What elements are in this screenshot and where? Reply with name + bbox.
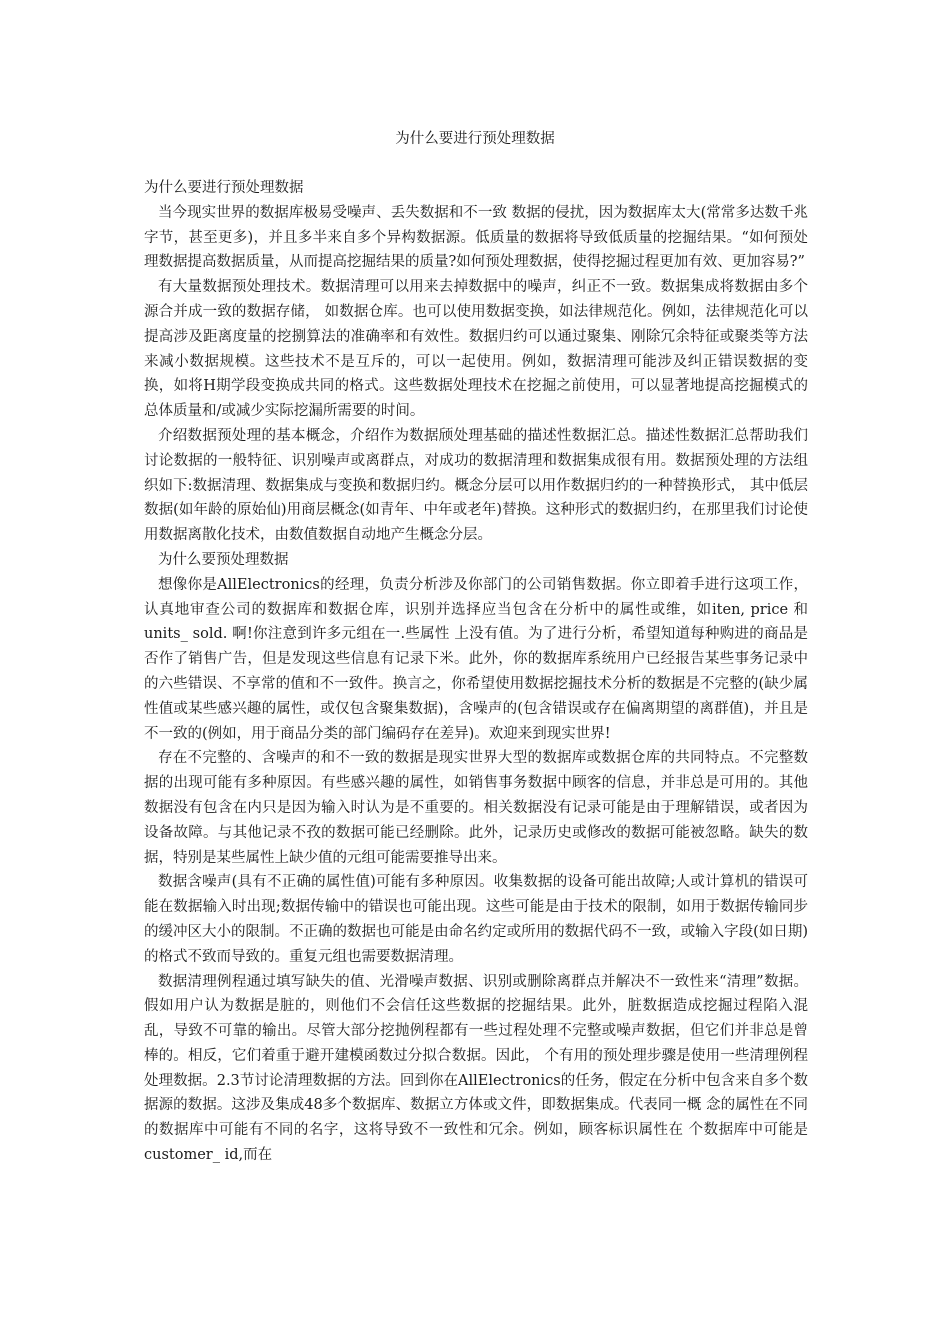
paragraph: 存在不完整的、含噪声的和不一致的数据是现实世界大型的数据库或数据仓库的共同特点。不完整数据的出现可能有多种原因。有些感兴趣的属性，如销售事务数据中顾客的信息，并非总是可用的。其他数据没有包含在内只是因为输入时认为是不重要的。相关数据没有记录可能是由于理解错误，或者因为设备故障。与其他记录不孜的数据可能已经删除。此外，记录历史或修改的数据可能被忽略。缺失的数据，特别是某些属性上缺少值的元组可能需要推导出来。 bbox=[144, 750, 808, 866]
paragraph: 数据清理例程通过填写缺失的值、光滑噪声数据、识别或删除离群点并解决不一致性来“清理”数据。假如用户认为数据是脏的，则他们不会信任这些数据的挖掘结果。此外，脏数据造成挖掘过程陷入混乱，导致不可靠的输出。尽管大部分挖抛例程都有一些过程处理不完整或噪声数据，但它们并非总是曾棒的。相反，它们着重于避开建模函数过分拟合数据。因此， 个有用的预处理步骤是使用一些清理例程处理数据。2.3节讨论清理数据的方法。回到你在AllElectronics的任务，假定在分析中包含来自多个数据源的数据。这涉及集成48多个数据库、数据立方体或文件，即数据集成。代表同一概 念的属性在不同的数据库中可能有不同的名字，这将导致不一致性和冗余。例如，顾客标识属性在 个数据库中可能是customer_ id,而在 bbox=[144, 973, 808, 1164]
paragraph: 有大量数据预处理技术。数据清理可以用来去掉数据中的噪声，纠正不一致。数据集成将数据由多个源合并成一致的数据存储， 如数据仓库。也可以使用数据变换，如法律规范化。例如，法律规范化可以提高涉及距离度量的挖捌算法的准确率和有效性。数据归约可以通过聚集、刚除冗余特征或聚类等方法来减小数据规模。这些技术不是互斥的，可以一起使用。例如，数据清理可能涉及纠正错误数据的变换，如将H期学段变换成共同的格式。这些数据处理技术在挖掘之前使用，可以显著地提高挖掘模式的总体质量和/或减少实际挖漏所需要的时间。 bbox=[144, 279, 808, 420]
section-heading: 为什么要进行预处理数据 bbox=[144, 180, 304, 196]
document-title: 为什么要进行预处理数据 bbox=[395, 131, 555, 147]
document-body bbox=[144, 176, 808, 1168]
paragraph: 想像你是AllElectronics的经理，负责分析涉及你部门的公司销售数据。你立即着手进行这项工作，认真地审查公司的数据库和数据仓库，识别并选择应当包含在分析中的属性或维，如iten, price 和units_ sold. 啊!你注意到许多元组在一.些属性 上没有值。为了进行分析，希望知道每种购进的商品是否作了销售广告，但是发现这些信息有记录下米。此外，你的数据库系统用户已经报告某些事务记录中的六些错误、不享常的值和不一致件。换言之，你希望使用数据挖掘技术分析的数据是不完整的(缺少属性值或某些感兴趣的属性，或仅包含聚集数据)，含噪声的(包含错误或存在偏离期望的离群值)，并且是不一致的(例如，用于商品分类的部门编码存在差异)。欢迎来到现实世界! bbox=[144, 576, 808, 742]
paragraph: 当今现实世界的数据库极易受噪声、丢失数据和不一致 数据的侵扰，因为数据库太大(常常多达数千兆字节，甚至更多)，并且多半来自多个异构数据源。低质量的数据将导致低质量的挖掘结果。“如何预处理数据提高数据质量，从而提高挖掘结果的质量?如何预处理数据，使得挖掘过程更加有效、更加容易?” bbox=[144, 204, 808, 271]
subsection-heading: 为什么要预处理数据 bbox=[158, 551, 289, 568]
paragraph: 介绍数据预处理的基本概念，介绍作为数据颀处理基础的描述性数据汇总。描述性数据汇总帮助我们讨论数据的一般特征、识别噪声或离群点，对成功的数据清理和数据集成很有用。数据预处理的方法组织如下:数据清理、数据集成与变换和数据归约。概念分层可以用作数据归约的一种替换形式， 其中低层数据(如年龄的原始仙)用商层概念(如青年、中年或老年)替换。这种形式的数据归约，在那里我们讨论使用数据离散化技术，由数值数据自动地产生概念分层。 bbox=[144, 427, 808, 544]
paragraph: 数据含噪声(具有不正确的属性值)可能有多种原因。收集数据的设备可能出故障;人或计算机的错误可能在数据输入时出现;数据传输中的错误也可能出现。这些可能是由于技术的限制，如用于数据传输同步的缓冲区大小的限制。不正确的数据也可能是由命名约定或所用的数据代码不一致，或输入字段(如日期)的格式不致而导致的。重复元组也需要数据清理。 bbox=[144, 874, 808, 965]
